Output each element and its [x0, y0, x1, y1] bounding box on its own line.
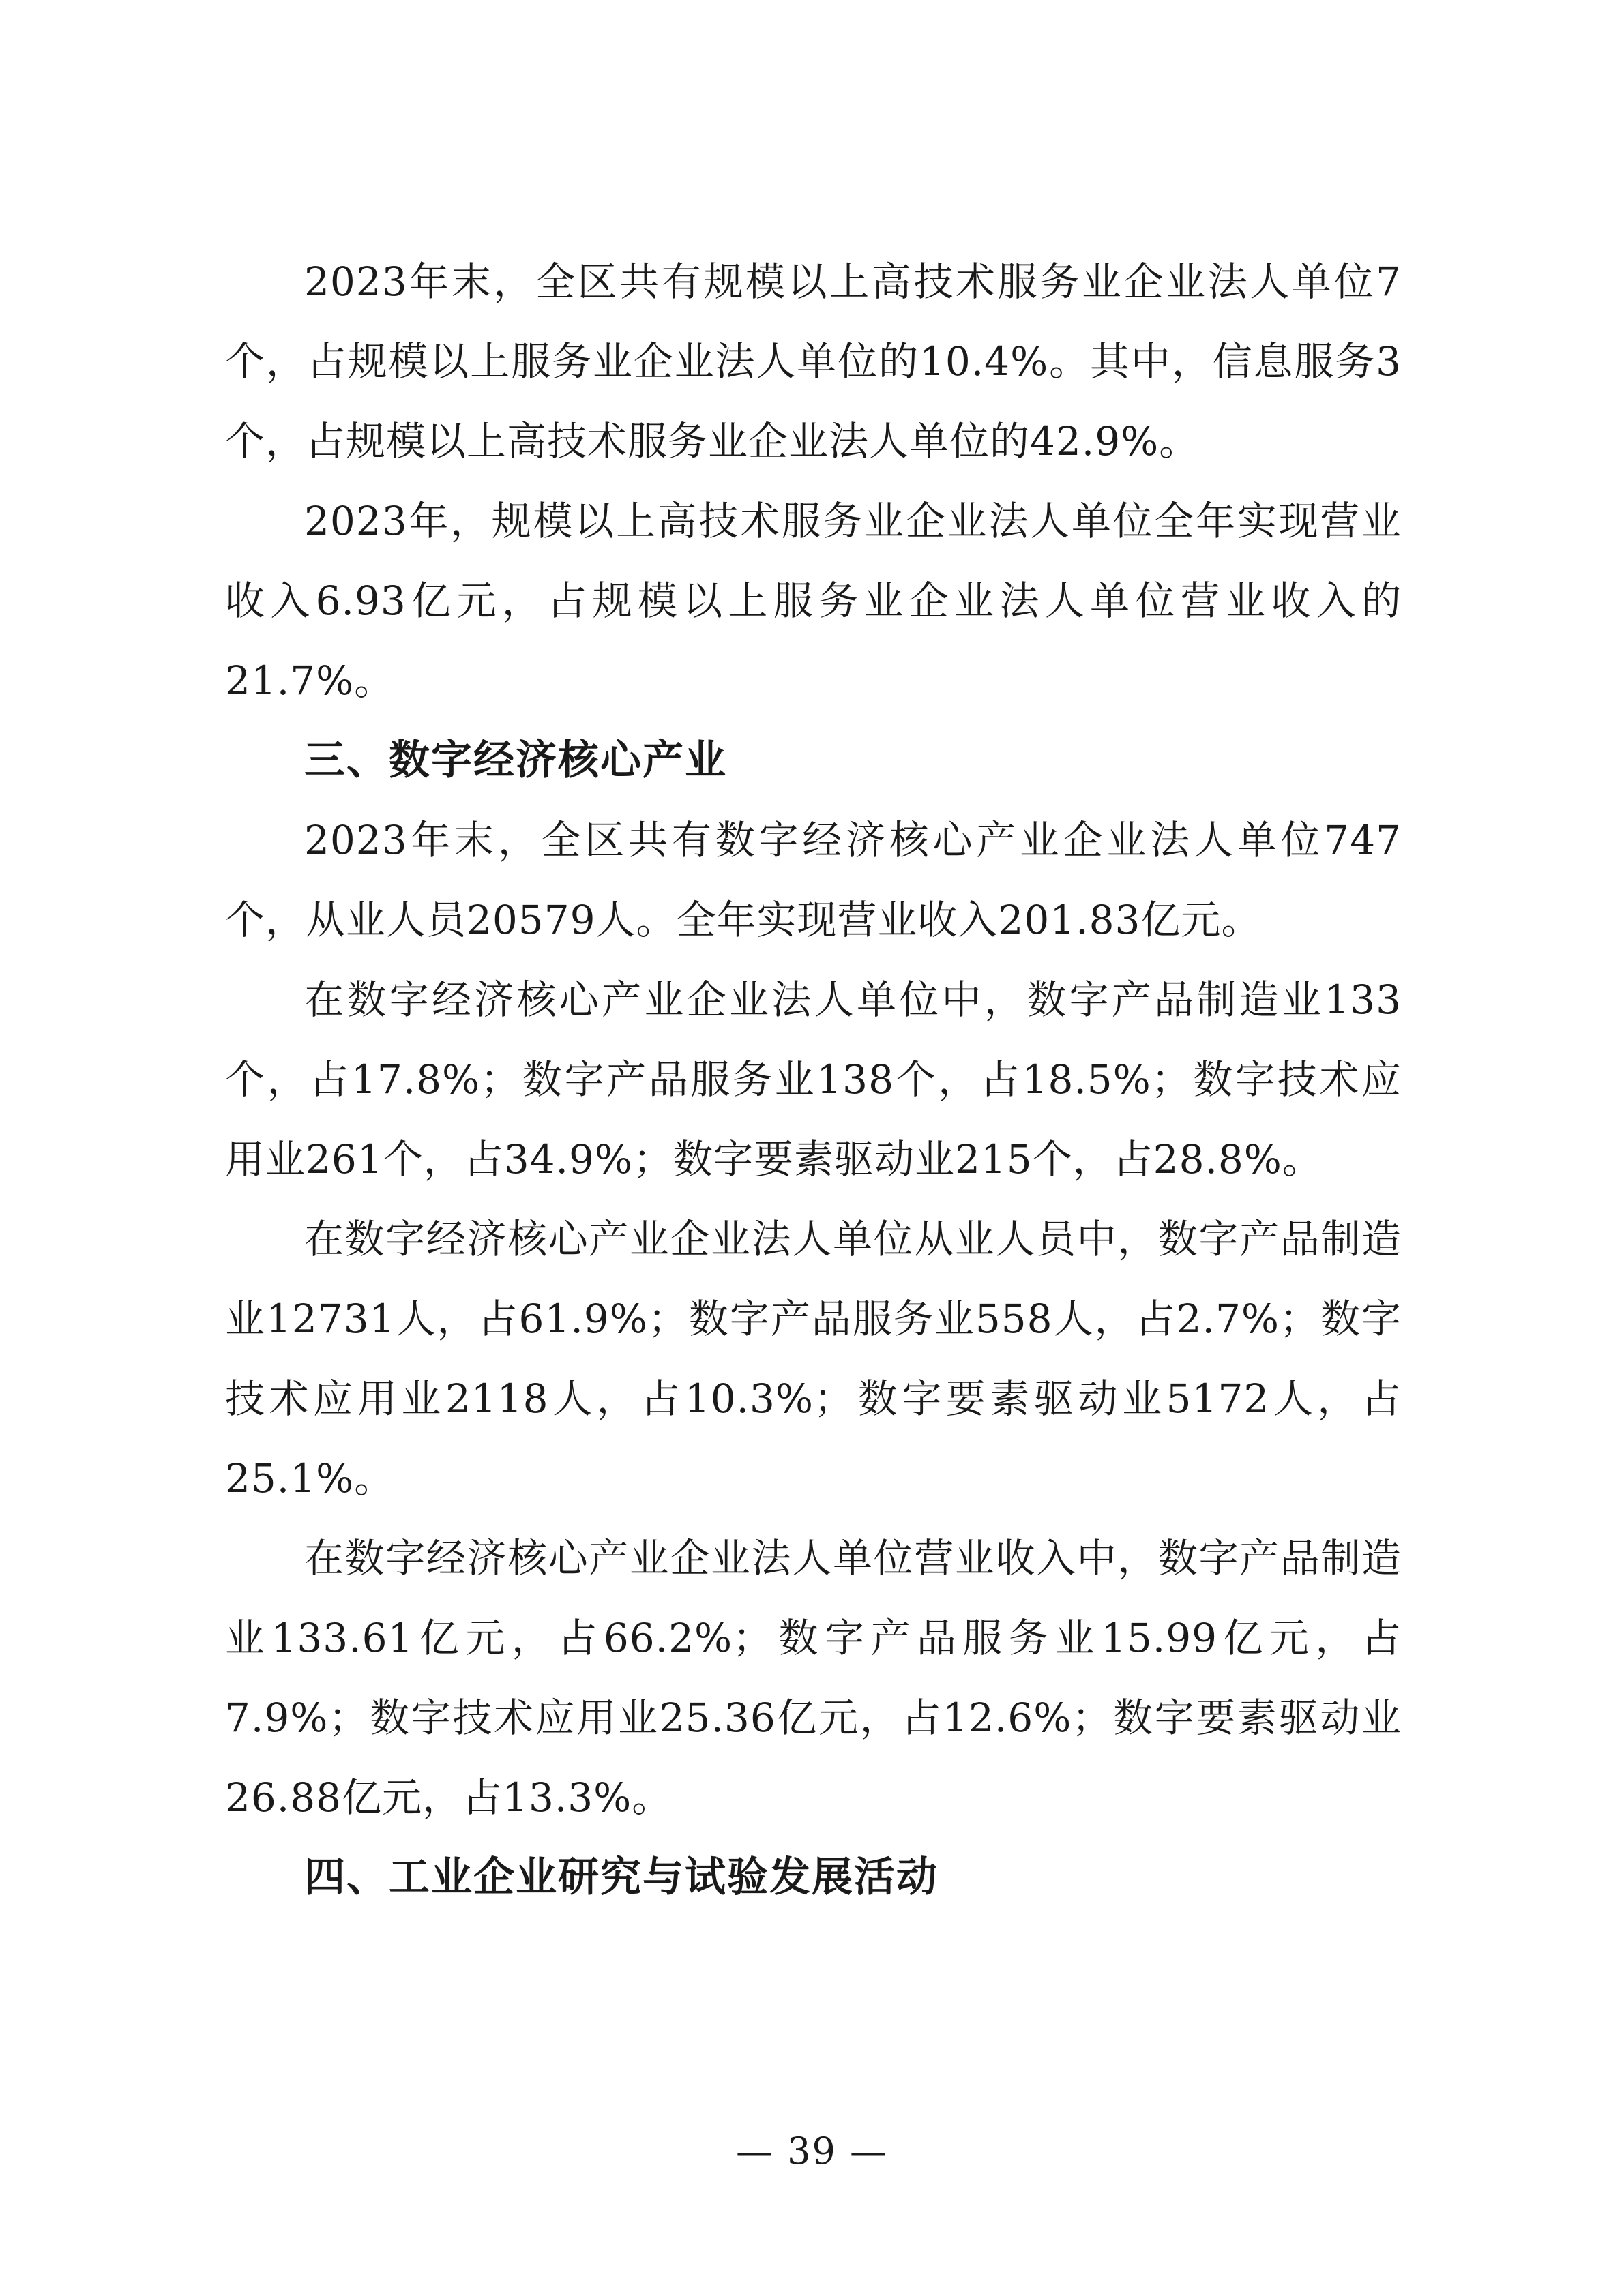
- paragraph-high-tech-units: 2023年末，全区共有规模以上高技术服务业企业法人单位7个，占规模以上服务业企业法人单位的10.4%。其中，信息服务3个，占规模以上高技术服务业企业法人单位的42.9%。: [225, 258, 1402, 464]
- paragraph-digital-economy-overview: 2023年末，全区共有数字经济核心产业企业法人单位747个，从业人员20579人。全年实现营业收入201.83亿元。: [225, 817, 1402, 943]
- section-heading-rd-activities: 四、工业企业研究与试验发展活动: [304, 1853, 939, 1901]
- page-number: — 39 —: [735, 2130, 889, 2173]
- paragraph-high-tech-revenue: 2023年，规模以上高技术服务业企业法人单位全年实现营业收入6.93亿元，占规模以上服务业企业法人单位营业收入的21.7%。: [225, 498, 1402, 704]
- document-body: [225, 242, 1402, 1918]
- paragraph-digital-economy-employees: 在数字经济核心产业企业法人单位从业人员中，数字产品制造业12731人，占61.9%；数字产品服务业558人，占2.7%；数字技术应用业2118人，占10.3%；数字要素驱动业5172人，占25.1%。: [225, 1216, 1402, 1502]
- paragraph-digital-economy-units: 在数字经济核心产业企业法人单位中，数字产品制造业133个，占17.8%；数字产品服务业138个，占18.5%；数字技术应用业261个，占34.9%；数字要素驱动业215个，占28.8%。: [225, 976, 1402, 1182]
- paragraph-digital-economy-revenue: 在数字经济核心产业企业法人单位营业收入中，数字产品制造业133.61亿元，占66.2%；数字产品服务业15.99亿元，占7.9%；数字技术应用业25.36亿元，占12.6%；数字要素驱动业26.88亿元，占13.3%。: [225, 1535, 1402, 1821]
- section-heading-digital-economy: 三、数字经济核心产业: [304, 736, 727, 784]
